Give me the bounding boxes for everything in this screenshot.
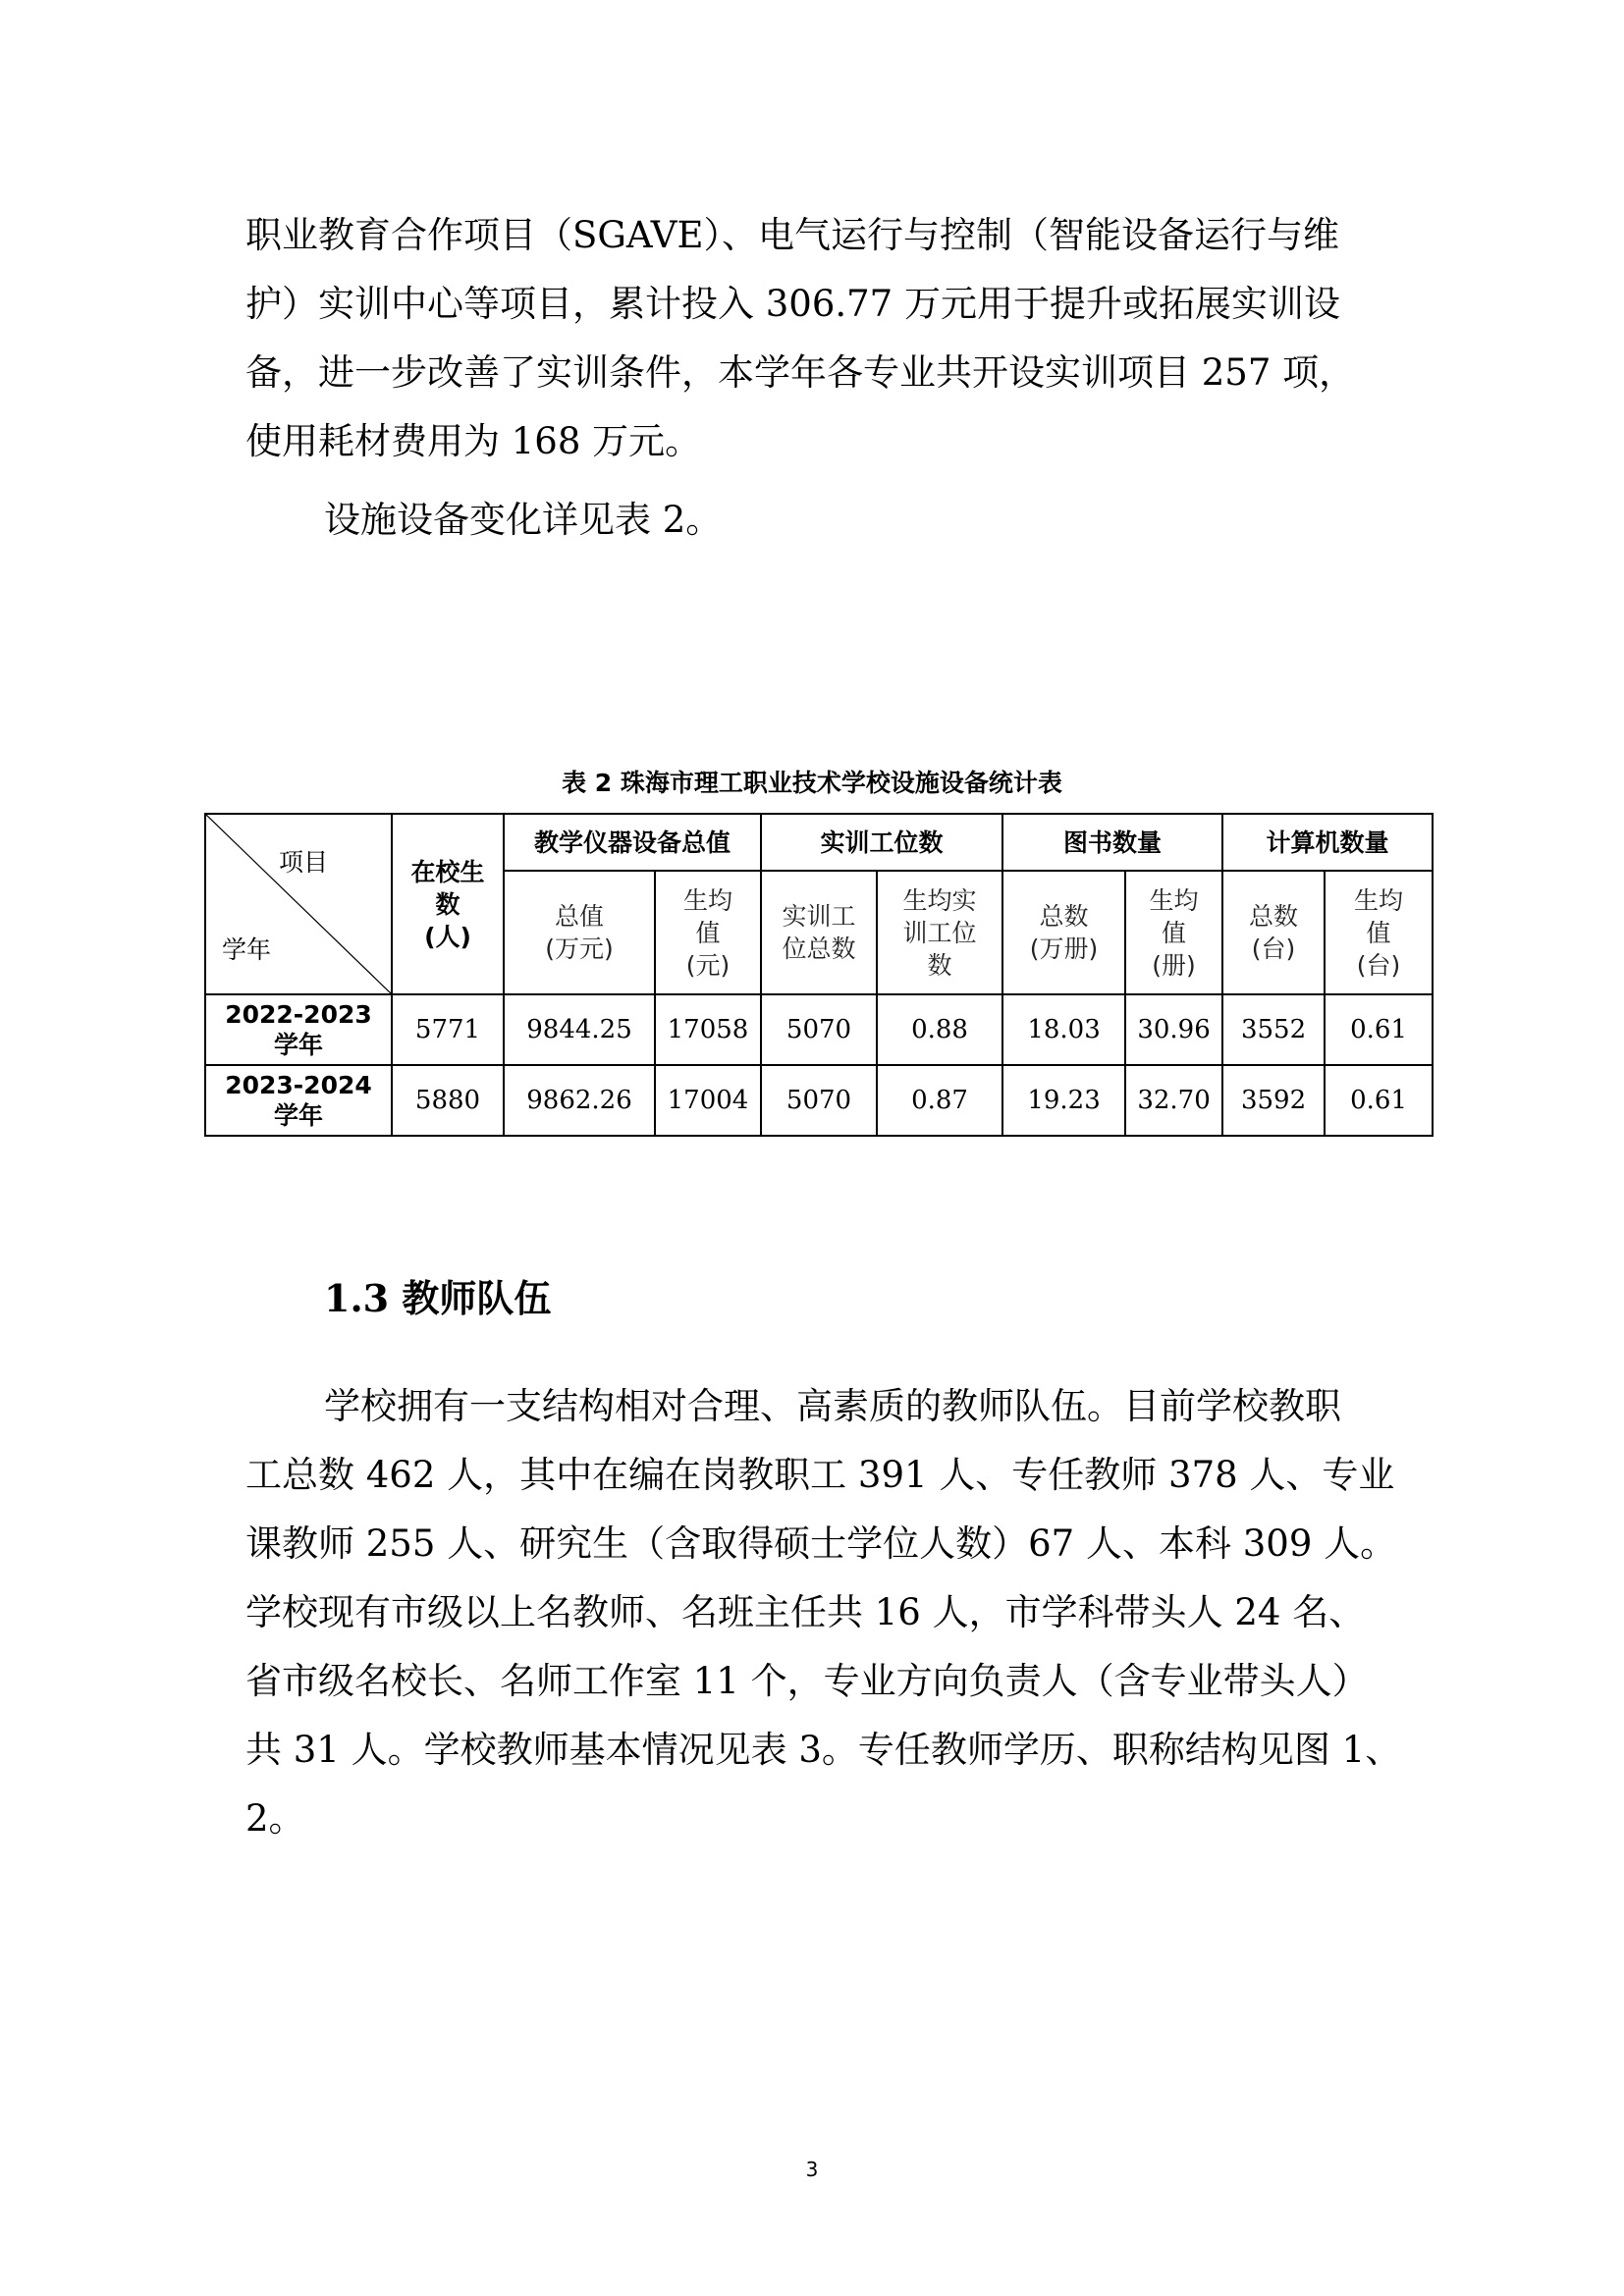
table-row bbox=[205, 1065, 1433, 1136]
text-line: 使用耗材费用为 168 万元。 bbox=[245, 420, 702, 462]
subheader-line: 数 bbox=[927, 950, 952, 980]
cell-students: 5880 bbox=[392, 1065, 504, 1136]
paragraph-table-reference bbox=[245, 486, 1394, 555]
subheader-line: (万册) bbox=[1029, 934, 1099, 963]
subheader-stations-total bbox=[761, 871, 877, 994]
subheader-line: 生均实 bbox=[902, 885, 977, 915]
subheader-line: (万元) bbox=[545, 934, 614, 963]
table-row bbox=[205, 994, 1433, 1065]
header-group-computers: 计算机数量 bbox=[1222, 814, 1433, 871]
cell-books-total: 19.23 bbox=[1002, 1065, 1125, 1136]
cell-stations-per-student: 0.88 bbox=[877, 994, 1002, 1065]
subheader-line: 值 bbox=[1366, 918, 1391, 947]
subheader-line: (册) bbox=[1152, 950, 1196, 980]
table-caption: 表 2 珠海市理工职业技术学校设施设备统计表 bbox=[562, 769, 1062, 797]
subheader-line: 总数 bbox=[1039, 902, 1089, 931]
subheader-computers-total bbox=[1222, 871, 1325, 994]
cell-stations-per-student: 0.87 bbox=[877, 1065, 1002, 1136]
text-line: 备，进一步改善了实训条件，本学年各专业共开设实训项目 257 项， bbox=[245, 351, 1356, 394]
subheader-equipment-total bbox=[504, 871, 655, 994]
corner-label-year: 学年 bbox=[222, 935, 272, 964]
subheader-books-per-student bbox=[1125, 871, 1222, 994]
header-group-books: 图书数量 bbox=[1002, 814, 1222, 871]
page-number: 3 bbox=[805, 2158, 819, 2181]
text-line: 设施设备变化详见表 2。 bbox=[324, 499, 723, 541]
text-line: 学校现有市级以上名教师、名班主任共 16 人，市学科带头人 24 名、 bbox=[245, 1591, 1366, 1633]
cell-equipment-total: 9844.25 bbox=[504, 994, 655, 1065]
cell-equipment-per-student: 17004 bbox=[655, 1065, 761, 1136]
subheader-line: 生均 bbox=[1354, 885, 1404, 915]
corner-label-item: 项目 bbox=[278, 848, 328, 877]
header-group-training-stations: 实训工位数 bbox=[761, 814, 1002, 871]
row-year bbox=[205, 1065, 392, 1136]
subheader-computers-per-student bbox=[1325, 871, 1433, 994]
year-line: 2023-2024 bbox=[225, 1071, 372, 1099]
header-students bbox=[392, 814, 504, 994]
header-line: 在校生 bbox=[410, 857, 485, 886]
paragraph-teaching-staff bbox=[245, 1372, 1402, 1853]
subheader-line: 生均 bbox=[683, 885, 733, 915]
cell-computers-total: 3592 bbox=[1222, 1065, 1325, 1136]
subheader-line: 值 bbox=[1162, 918, 1187, 947]
subheader-line: 值 bbox=[695, 918, 721, 947]
cell-books-per-student: 30.96 bbox=[1125, 994, 1222, 1065]
year-line: 学年 bbox=[273, 1101, 323, 1130]
subheader-stations-per-student bbox=[877, 871, 1002, 994]
cell-computers-per-student: 0.61 bbox=[1325, 994, 1433, 1065]
text-line: 课教师 255 人、研究生（含取得硕士学位人数）67 人、本科 309 人。 bbox=[245, 1522, 1397, 1565]
subheader-line: (台) bbox=[1356, 950, 1401, 980]
subheader-line: 位总数 bbox=[782, 934, 856, 963]
text-line: 共 31 人。学校教师基本情况见表 3。专任教师学历、职称结构见图 1、 bbox=[245, 1729, 1402, 1771]
facilities-equipment-table bbox=[204, 813, 1434, 1137]
paragraph-facilities-investment bbox=[245, 201, 1394, 476]
cell-stations-total: 5070 bbox=[761, 994, 877, 1065]
header-line: (人) bbox=[424, 922, 471, 951]
subheader-line: 总数 bbox=[1249, 902, 1299, 931]
diagonal-line bbox=[206, 815, 391, 993]
cell-equipment-per-student: 17058 bbox=[655, 994, 761, 1065]
cell-books-total: 18.03 bbox=[1002, 994, 1125, 1065]
subheader-equipment-per-student bbox=[655, 871, 761, 994]
cell-students: 5771 bbox=[392, 994, 504, 1065]
text-line: 2。 bbox=[245, 1797, 305, 1840]
cell-stations-total: 5070 bbox=[761, 1065, 877, 1136]
cell-computers-per-student: 0.61 bbox=[1325, 1065, 1433, 1136]
text-line: 职业教育合作项目（SGAVE）、电气运行与控制（智能设备运行与维 bbox=[245, 214, 1340, 256]
cell-computers-total: 3552 bbox=[1222, 994, 1325, 1065]
row-year bbox=[205, 994, 392, 1065]
cell-books-per-student: 32.70 bbox=[1125, 1065, 1222, 1136]
subheader-books-total bbox=[1002, 871, 1125, 994]
text-line: 工总数 462 人，其中在编在岗教职工 391 人、专任教师 378 人、专业 bbox=[245, 1454, 1395, 1496]
year-line: 学年 bbox=[273, 1031, 323, 1059]
text-line: 学校拥有一支结构相对合理、高素质的教师队伍。目前学校教职 bbox=[324, 1385, 1341, 1427]
subheader-line: 实训工 bbox=[782, 902, 856, 931]
subheader-line: 总值 bbox=[554, 902, 604, 931]
header-line: 数 bbox=[435, 889, 460, 919]
header-group-equipment-value: 教学仪器设备总值 bbox=[504, 814, 761, 871]
subheader-line: (台) bbox=[1251, 934, 1296, 963]
text-line: 省市级名校长、名师工作室 11 个，专业方向负责人（含专业带头人） bbox=[245, 1660, 1369, 1702]
subheader-line: 训工位 bbox=[902, 918, 977, 947]
subheader-line: 生均 bbox=[1149, 885, 1199, 915]
year-line: 2022-2023 bbox=[225, 1000, 372, 1029]
subheader-line: (元) bbox=[685, 950, 731, 980]
cell-equipment-total: 9862.26 bbox=[504, 1065, 655, 1136]
section-heading: 1.3 教师队伍 bbox=[324, 1276, 552, 1320]
table-corner-cell bbox=[205, 814, 392, 994]
text-line: 护）实训中心等项目，累计投入 306.77 万元用于提升或拓展实训设 bbox=[245, 283, 1340, 325]
